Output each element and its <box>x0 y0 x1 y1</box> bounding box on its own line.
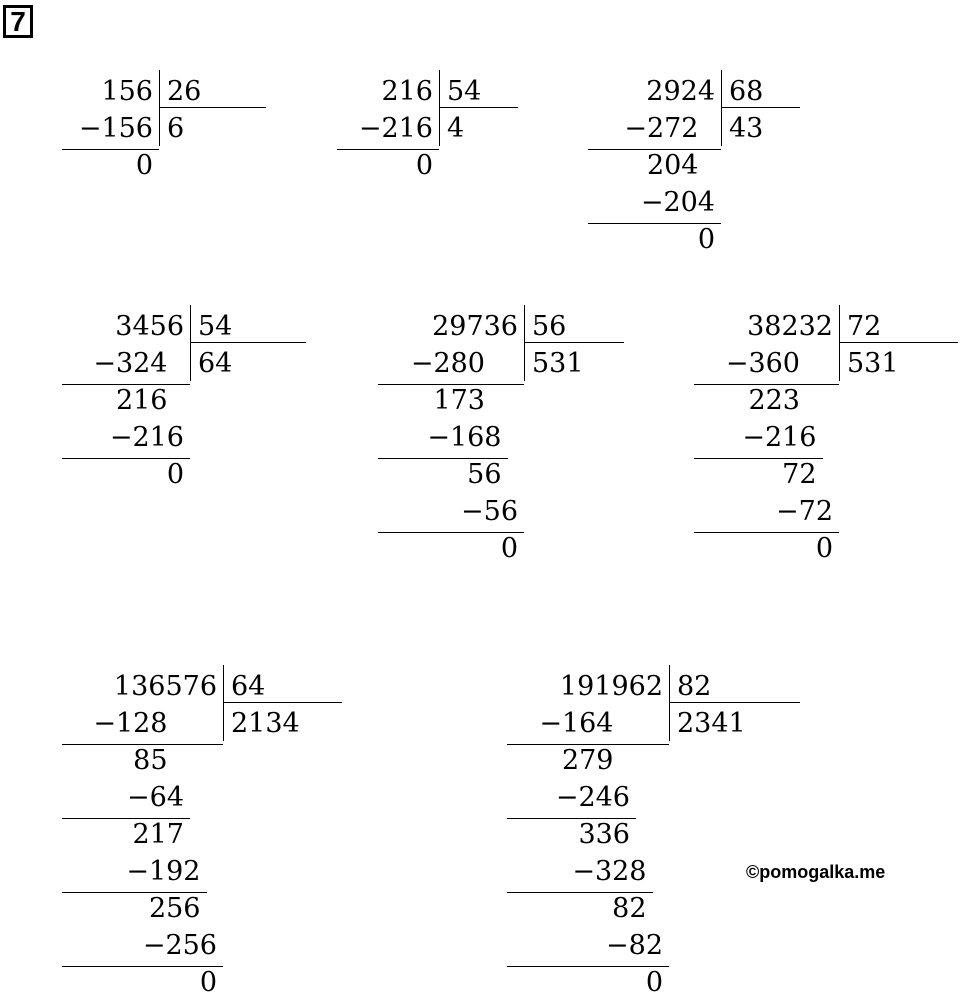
division-bar <box>159 70 160 146</box>
subtrahend: −246 <box>555 782 630 813</box>
remainder: 0 <box>166 459 184 490</box>
divisor: 26 <box>167 76 202 107</box>
remainder: 0 <box>199 967 217 998</box>
divisor-line <box>223 702 342 703</box>
divisor: 54 <box>198 311 233 342</box>
subtrahend: −256 <box>142 930 217 961</box>
divisor-line <box>439 107 518 108</box>
subtrahend: −216 <box>109 422 184 453</box>
divisor: 68 <box>729 76 764 107</box>
subtrahend: −164 <box>539 708 614 739</box>
dividend: 3456 <box>115 311 184 342</box>
quotient: 4 <box>447 113 465 144</box>
task-number-badge: 7 <box>3 5 33 38</box>
subtrahend: −72 <box>776 496 833 527</box>
quotient: 2134 <box>231 708 300 739</box>
subtrahend: −328 <box>572 856 647 887</box>
dividend: 29736 <box>432 311 518 342</box>
divisor: 64 <box>231 671 266 702</box>
subtrahend: −204 <box>640 187 715 218</box>
subtrahend: −324 <box>93 348 168 379</box>
subtrahend: −216 <box>358 113 433 144</box>
remainder: 279 <box>561 745 614 776</box>
division-bar <box>524 305 525 381</box>
quotient: 531 <box>532 348 584 379</box>
quotient: 43 <box>729 113 764 144</box>
remainder: 0 <box>645 967 663 998</box>
quotient: 64 <box>198 348 233 379</box>
watermark: ©pomogalka.me <box>746 862 886 882</box>
dividend: 2924 <box>646 76 715 107</box>
remainder: 216 <box>115 385 168 416</box>
subtrahend: −64 <box>127 782 184 813</box>
remainder: 223 <box>748 385 800 416</box>
divisor-line <box>839 342 958 343</box>
remainder: 72 <box>782 459 817 490</box>
remainder: 173 <box>433 385 485 416</box>
dividend: 216 <box>381 76 433 107</box>
quotient: 6 <box>167 113 185 144</box>
dividend: 156 <box>101 76 153 107</box>
dividend: 136576 <box>113 671 217 702</box>
remainder: 0 <box>135 150 153 181</box>
division-bar <box>190 305 191 381</box>
remainder: 0 <box>815 533 833 564</box>
subtrahend: −360 <box>725 348 800 379</box>
remainder: 256 <box>148 893 201 924</box>
dividend: 191962 <box>559 671 663 702</box>
divisor-line <box>159 107 266 108</box>
division-bar <box>439 70 440 146</box>
subtraction-line <box>62 966 223 967</box>
divisor-line <box>721 107 800 108</box>
divisor: 54 <box>447 76 482 107</box>
subtrahend: −128 <box>93 708 168 739</box>
remainder: 204 <box>646 150 699 181</box>
subtraction-line <box>507 966 669 967</box>
remainder: 217 <box>132 819 184 850</box>
subtrahend: −272 <box>624 113 699 144</box>
remainder: 336 <box>578 819 630 850</box>
remainder: 0 <box>500 533 518 564</box>
quotient: 531 <box>847 348 899 379</box>
divisor-line <box>669 702 800 703</box>
quotient: 2341 <box>677 708 746 739</box>
remainder: 85 <box>133 745 168 776</box>
divisor-line <box>190 342 306 343</box>
subtrahend: −168 <box>427 422 502 453</box>
subtrahend: −216 <box>742 422 817 453</box>
divisor: 56 <box>532 311 567 342</box>
divisor: 72 <box>847 311 882 342</box>
subtrahend: −56 <box>461 496 518 527</box>
divisor: 82 <box>677 671 712 702</box>
division-bar <box>721 70 722 146</box>
division-bar <box>223 665 224 741</box>
remainder: 0 <box>415 150 433 181</box>
subtrahend: −192 <box>126 856 201 887</box>
remainder: 56 <box>467 459 502 490</box>
dividend: 38232 <box>747 311 833 342</box>
subtrahend: −82 <box>606 930 663 961</box>
division-bar <box>839 305 840 381</box>
divisor-line <box>524 342 624 343</box>
remainder: 0 <box>697 224 715 255</box>
subtrahend: −156 <box>78 113 153 144</box>
remainder: 82 <box>612 893 647 924</box>
division-bar <box>669 665 670 741</box>
subtrahend: −280 <box>410 348 485 379</box>
